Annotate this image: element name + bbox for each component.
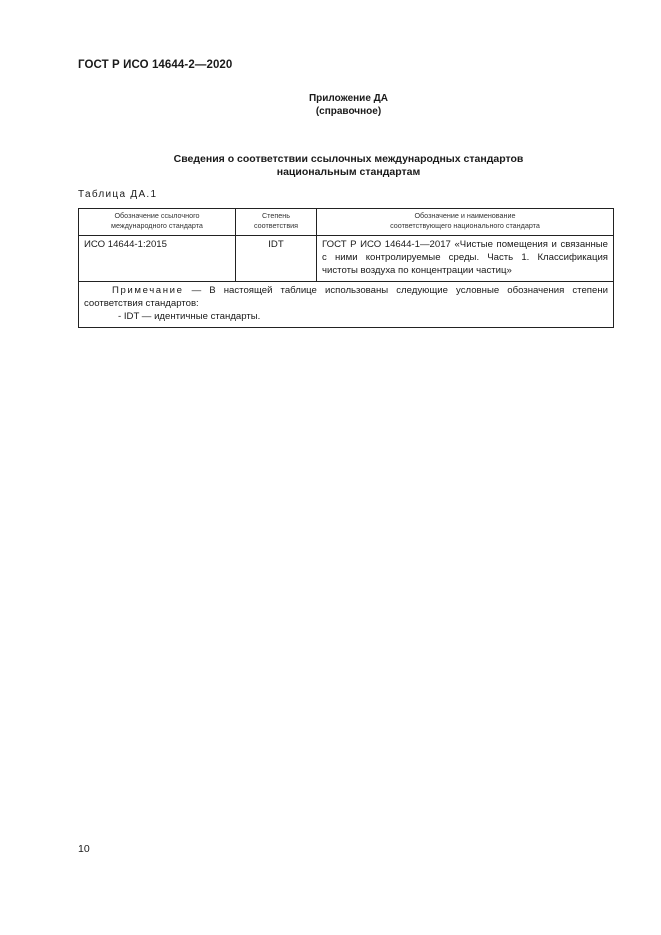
table-label: Таблица ДА.1 [78, 189, 158, 200]
table-header-row [79, 209, 614, 236]
section-title-line2: национальным стандартам [276, 166, 421, 178]
table-note [79, 282, 614, 328]
column-header-degree [236, 209, 317, 236]
note-text [84, 284, 608, 310]
page-number: 10 [78, 843, 90, 855]
header-line: соответствующего национального стандарта [390, 221, 540, 230]
column-header-intl-standard [79, 209, 236, 236]
header-line: Обозначение и наименование [414, 211, 516, 220]
note-label: Примечание [112, 285, 184, 296]
header-line: Степень [261, 211, 290, 220]
header-line: международного стандарта [111, 221, 203, 230]
table-note-row [79, 282, 614, 328]
document-code-header: ГОСТ Р ИСО 14644-2—2020 [78, 59, 233, 71]
header-line: Обозначение ссылочного [114, 211, 200, 220]
appendix-type: (справочное) [315, 106, 382, 117]
standards-correspondence-table [78, 208, 614, 328]
note-item: - IDT — идентичные стандарты. [118, 311, 261, 322]
cell-intl-standard: ИСО 14644-1:2015 [79, 236, 236, 282]
appendix-heading [0, 92, 661, 118]
section-title [0, 153, 661, 179]
table-row [79, 236, 614, 282]
note-body: — В настоящей таблице использованы следующие условные обозначения степени соответствия стандартов: [84, 285, 608, 309]
cell-national-standard: ГОСТ Р ИСО 14644-1—2017 «Чистые помещения и связанные с ними контролируемые среды. Часть 1. Классификация чистоты воздуха по концентрации частиц» [317, 236, 614, 282]
header-line: соответствия [253, 221, 299, 230]
appendix-title: Приложение ДА [308, 93, 389, 104]
cell-degree: IDT [236, 236, 317, 282]
column-header-national-standard [317, 209, 614, 236]
section-title-line1: Сведения о соответствии ссылочных международных стандартов [173, 153, 524, 165]
